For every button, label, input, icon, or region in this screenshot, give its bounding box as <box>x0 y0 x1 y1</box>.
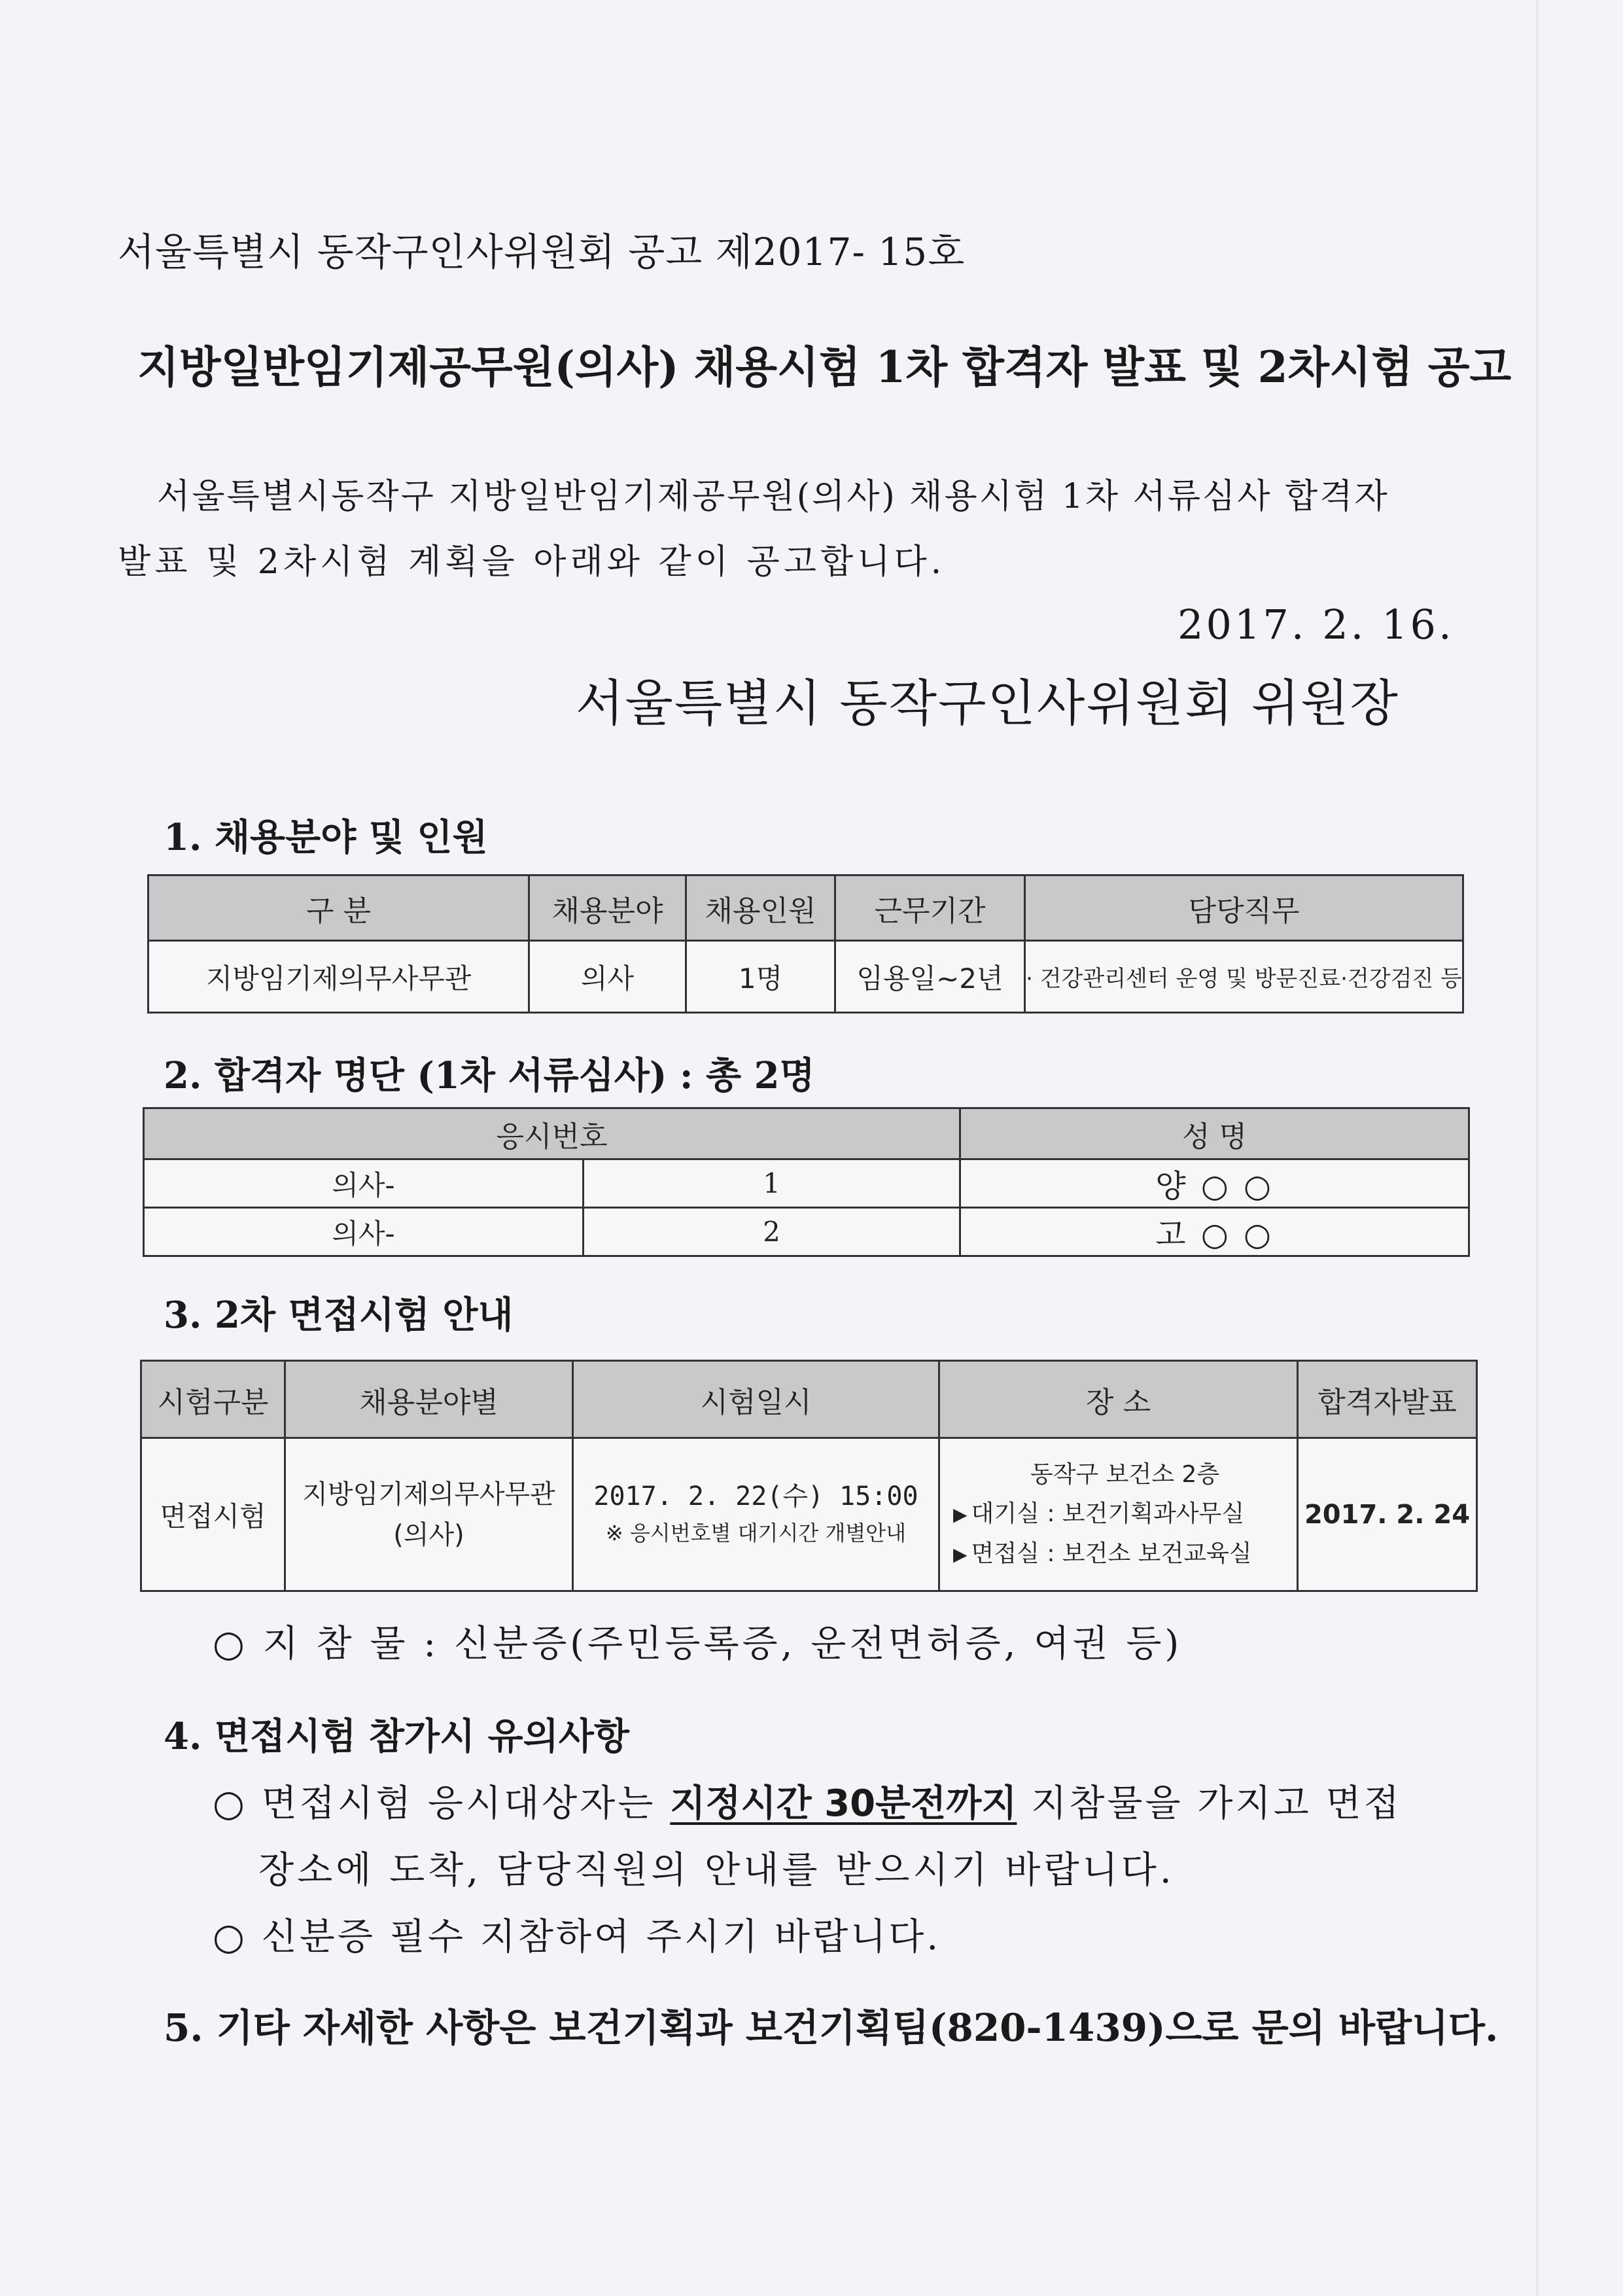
exam-prefix: 의사- <box>144 1208 584 1256</box>
intro-line-2: 발표 및 2차시험 계획을 아래와 같이 공고합니다. <box>118 542 946 582</box>
col-header-exam-type: 시험구분 <box>141 1361 285 1438</box>
cell-count: 1명 <box>686 941 835 1013</box>
col-header-field: 채용분야 <box>529 875 686 941</box>
col-header-name: 성 명 <box>960 1108 1469 1159</box>
field-line-2: (의사) <box>393 1519 464 1550</box>
exam-prefix: 의사- <box>144 1159 584 1208</box>
col-header-datetime: 시험일시 <box>573 1361 939 1438</box>
notice-bullet-1 <box>213 1775 1402 1827</box>
col-header-field: 채용분야별 <box>285 1361 573 1438</box>
col-header-exam-number: 응시번호 <box>144 1108 960 1159</box>
cell-duty: · 건강관리센터 운영 및 방문진료·건강검진 등 <box>1025 941 1463 1013</box>
col-header-place: 장 소 <box>939 1361 1298 1438</box>
col-header-announce: 합격자발표 <box>1298 1361 1477 1438</box>
cell-place <box>939 1438 1298 1591</box>
triangle-bullet-icon: ▶ <box>953 1503 968 1525</box>
place-line-3: ▶ 면접실 : 보건소 보건교육실 <box>953 1540 1252 1567</box>
contact-info: 5. 기타 자세한 사항은 보건기획과 보건기획팀(820-1439)으로 문의 바랍니다. <box>164 2005 1499 2050</box>
cell-exam-type: 면접시험 <box>141 1438 285 1591</box>
col-header-category: 구 분 <box>148 875 529 941</box>
cell-category: 지방임기제의무사무관 <box>148 941 529 1013</box>
cell-field <box>285 1438 573 1591</box>
col-header-count: 채용인원 <box>686 875 835 941</box>
cell-field: 의사 <box>529 941 686 1013</box>
emphasis-deadline: 지정시간 30분전까지 <box>670 1782 1017 1825</box>
col-header-duty: 담당직무 <box>1025 875 1463 941</box>
section3-heading: 3. 2차 면접시험 안내 <box>164 1294 514 1337</box>
cell-datetime <box>573 1438 939 1591</box>
field-line-1: 지방임기제의무사무관 <box>302 1479 555 1510</box>
place-line-1: 동작구 보건소 2층 <box>1030 1460 1220 1488</box>
exam-number: 2 <box>584 1208 960 1256</box>
cell-announce: 2017. 2. 24 <box>1298 1438 1477 1591</box>
passer-table <box>143 1107 1470 1257</box>
datetime-note: ※ 응시번호별 대기시간 개별안내 <box>605 1520 907 1545</box>
place-line-2: ▶ 대기실 : 보건기획과사무실 <box>953 1500 1245 1527</box>
items-to-bring: ○ 지 참 물 : 신분증(주민등록증, 운전면허증, 여권 등) <box>213 1623 1183 1665</box>
passer-name: 양 ○ ○ <box>960 1159 1469 1208</box>
section2-heading: 2. 합격자 명단 (1차 서류심사) : 총 2명 <box>164 1054 815 1097</box>
table-row <box>144 1208 1469 1256</box>
bullet1-text-pre: ○ 면접시험 응시대상자는 <box>213 1782 671 1825</box>
intro-line-1: 서울특별시동작구 지방일반임기제공무원(의사) 채용시험 1차 서류심사 합격자 <box>157 477 1389 516</box>
notice-bullet-2: ○ 신분증 필수 지참하여 주시기 바랍니다. <box>213 1916 941 1958</box>
issuer: 서울특별시 동작구인사위원회 위원장 <box>576 674 1399 732</box>
section1-heading: 1. 채용분야 및 인원 <box>164 816 488 859</box>
cell-period: 임용일~2년 <box>835 941 1025 1013</box>
notice-bullet-1-line-2: 장소에 도착, 담당직원의 안내를 받으시기 바랍니다. <box>258 1849 1175 1892</box>
col-header-period: 근무기간 <box>835 875 1025 941</box>
table-row <box>144 1159 1469 1208</box>
notice-number: 서울특별시 동작구인사위원회 공고 제2017- 15호 <box>118 230 966 274</box>
recruitment-table <box>147 874 1464 1014</box>
scan-edge <box>1536 0 1539 2296</box>
interview-table <box>140 1360 1478 1592</box>
passer-name: 고 ○ ○ <box>960 1208 1469 1256</box>
triangle-bullet-icon: ▶ <box>953 1543 968 1565</box>
exam-datetime: 2017. 2. 22(수) 15:00 <box>593 1481 918 1511</box>
section4-heading: 4. 면접시험 참가시 유의사항 <box>164 1715 630 1758</box>
notice-date: 2017. 2. 16. <box>1178 601 1454 648</box>
bullet1-text-post: 지참물을 가지고 면접 <box>1017 1782 1402 1825</box>
page-title: 지방일반임기제공무원(의사) 채용시험 1차 합격자 발표 및 2차시험 공고 <box>137 342 1512 393</box>
exam-number: 1 <box>584 1159 960 1208</box>
